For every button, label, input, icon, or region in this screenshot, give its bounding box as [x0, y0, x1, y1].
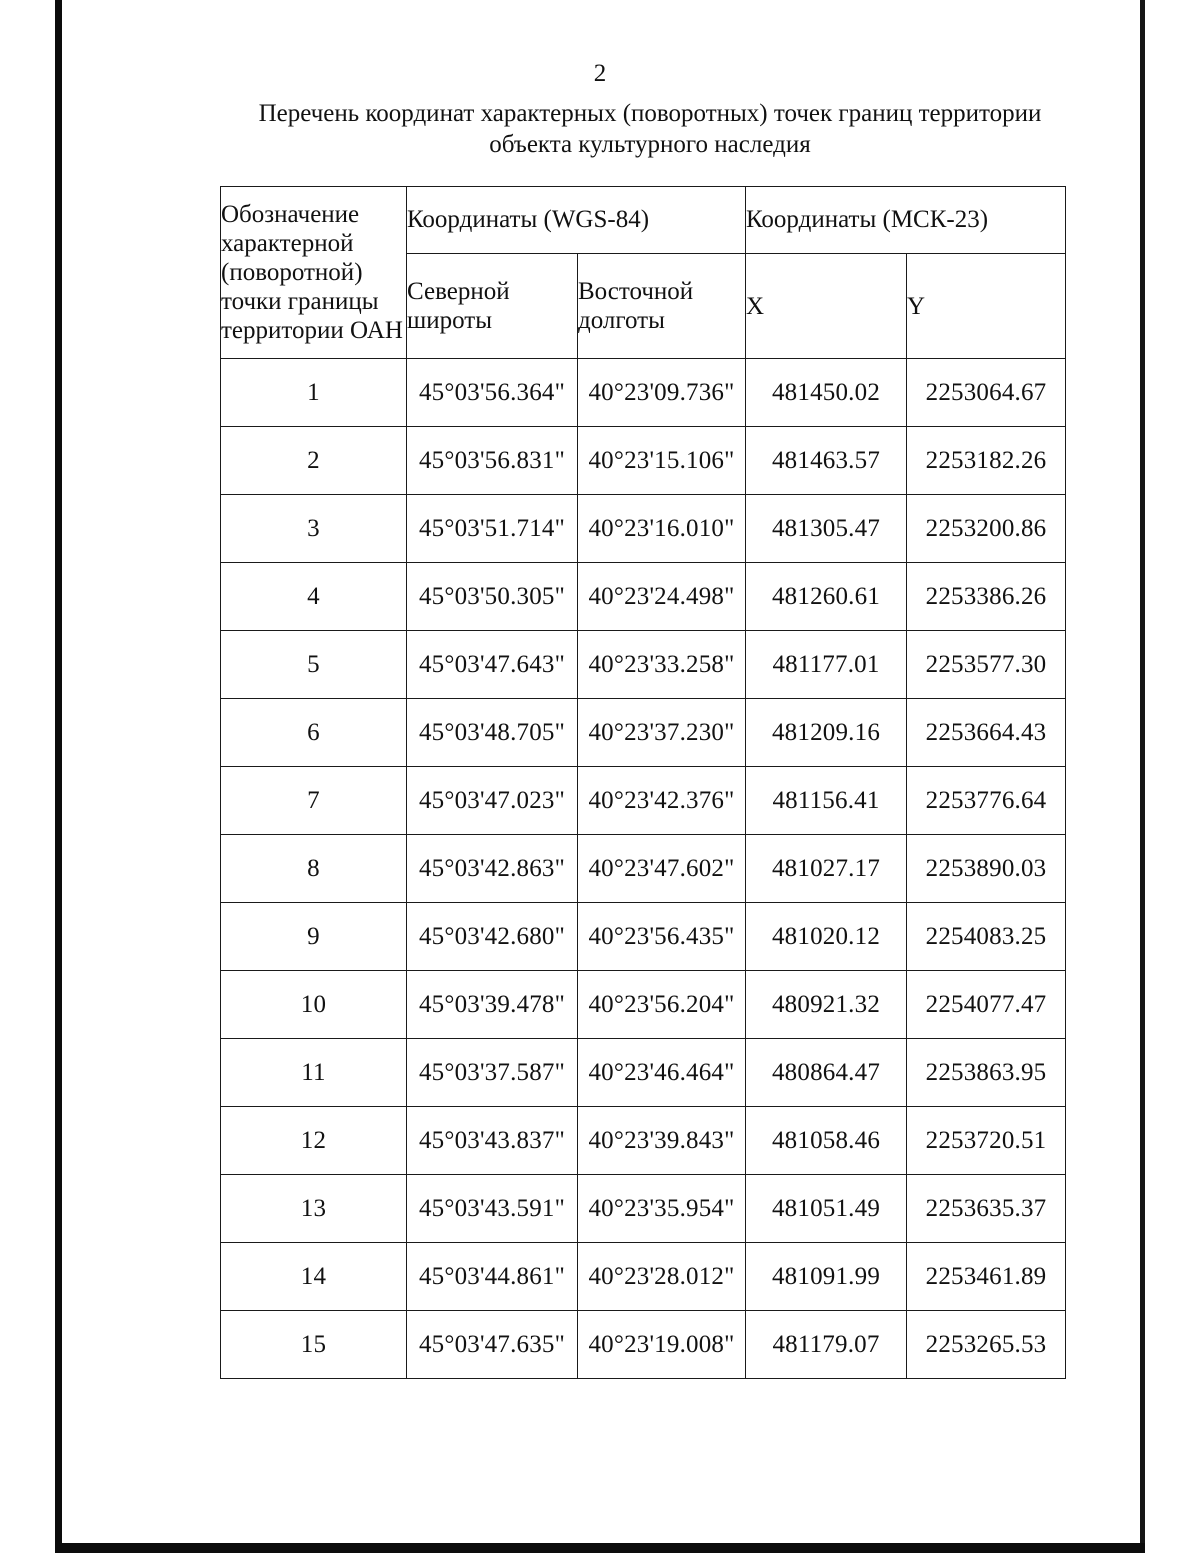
- x-coordinate-cell: 481027.17: [746, 835, 907, 903]
- longitude-cell: 40°23'16.010": [578, 495, 746, 563]
- x-coordinate-cell: 480921.32: [746, 971, 907, 1039]
- table-row: [221, 971, 1066, 1039]
- latitude-cell: 45°03'48.705": [407, 699, 578, 767]
- document-title-line-2: объекта культурного наследия: [489, 131, 811, 158]
- scan-edge-left: [55, 0, 62, 1553]
- x-header: X: [746, 254, 907, 359]
- table-row: [221, 631, 1066, 699]
- north-latitude-header: Северной широты: [407, 254, 578, 359]
- point-number-cell: 1: [221, 359, 407, 427]
- latitude-cell: 45°03'51.714": [407, 495, 578, 563]
- y-coordinate-cell: 2253386.26: [907, 563, 1066, 631]
- table-row: [221, 1039, 1066, 1107]
- latitude-cell: 45°03'50.305": [407, 563, 578, 631]
- wgs-group-header: Координаты (WGS-84): [407, 187, 746, 254]
- y-coordinate-cell: 2253863.95: [907, 1039, 1066, 1107]
- longitude-cell: 40°23'19.008": [578, 1311, 746, 1379]
- point-number-cell: 2: [221, 427, 407, 495]
- x-coordinate-cell: 481260.61: [746, 563, 907, 631]
- table-row: [221, 767, 1066, 835]
- latitude-cell: 45°03'44.861": [407, 1243, 578, 1311]
- y-coordinate-cell: 2253577.30: [907, 631, 1066, 699]
- y-coordinate-cell: 2253265.53: [907, 1311, 1066, 1379]
- x-coordinate-cell: 481179.07: [746, 1311, 907, 1379]
- page-number: 2: [593, 60, 607, 87]
- longitude-cell: 40°23'33.258": [578, 631, 746, 699]
- table-row: [221, 1311, 1066, 1379]
- y-header: Y: [907, 254, 1066, 359]
- x-coordinate-cell: 481177.01: [746, 631, 907, 699]
- scan-edge-right: [1140, 0, 1145, 1553]
- table-row: [221, 359, 1066, 427]
- latitude-cell: 45°03'47.023": [407, 767, 578, 835]
- point-label-header: Обозначение характерной (поворотной) точки границы территории ОАН: [221, 187, 407, 359]
- x-coordinate-cell: 480864.47: [746, 1039, 907, 1107]
- latitude-cell: 45°03'39.478": [407, 971, 578, 1039]
- table-row: [221, 1107, 1066, 1175]
- y-coordinate-cell: 2254077.47: [907, 971, 1066, 1039]
- latitude-cell: 45°03'47.643": [407, 631, 578, 699]
- point-number-cell: 4: [221, 563, 407, 631]
- point-number-cell: 9: [221, 903, 407, 971]
- latitude-cell: 45°03'43.591": [407, 1175, 578, 1243]
- point-number-cell: 6: [221, 699, 407, 767]
- latitude-cell: 45°03'42.680": [407, 903, 578, 971]
- longitude-cell: 40°23'35.954": [578, 1175, 746, 1243]
- x-coordinate-cell: 481058.46: [746, 1107, 907, 1175]
- longitude-cell: 40°23'42.376": [578, 767, 746, 835]
- table-row: [221, 835, 1066, 903]
- table-row: [221, 1243, 1066, 1311]
- x-coordinate-cell: 481463.57: [746, 427, 907, 495]
- table-body: [221, 359, 1066, 1379]
- longitude-cell: 40°23'39.843": [578, 1107, 746, 1175]
- table-row: [221, 903, 1066, 971]
- longitude-cell: 40°23'09.736": [578, 359, 746, 427]
- latitude-cell: 45°03'43.837": [407, 1107, 578, 1175]
- latitude-cell: 45°03'42.863": [407, 835, 578, 903]
- table-header-row: [221, 187, 1066, 254]
- point-number-cell: 12: [221, 1107, 407, 1175]
- x-coordinate-cell: 481209.16: [746, 699, 907, 767]
- msk-group-header: Координаты (МСК-23): [746, 187, 1066, 254]
- coordinates-table: [220, 186, 1066, 1379]
- point-number-cell: 8: [221, 835, 407, 903]
- longitude-cell: 40°23'56.435": [578, 903, 746, 971]
- longitude-cell: 40°23'37.230": [578, 699, 746, 767]
- y-coordinate-cell: 2253200.86: [907, 495, 1066, 563]
- y-coordinate-cell: 2253890.03: [907, 835, 1066, 903]
- scan-edge-bottom: [55, 1543, 1145, 1553]
- y-coordinate-cell: 2253064.67: [907, 359, 1066, 427]
- point-number-cell: 3: [221, 495, 407, 563]
- table-row: [221, 563, 1066, 631]
- x-coordinate-cell: 481091.99: [746, 1243, 907, 1311]
- latitude-cell: 45°03'47.635": [407, 1311, 578, 1379]
- point-number-cell: 13: [221, 1175, 407, 1243]
- table-row: [221, 427, 1066, 495]
- table-row: [221, 495, 1066, 563]
- x-coordinate-cell: 481305.47: [746, 495, 907, 563]
- x-coordinate-cell: 481156.41: [746, 767, 907, 835]
- table-row: [221, 699, 1066, 767]
- y-coordinate-cell: 2253182.26: [907, 427, 1066, 495]
- document-title: [200, 98, 1100, 160]
- point-number-cell: 10: [221, 971, 407, 1039]
- point-number-cell: 14: [221, 1243, 407, 1311]
- longitude-cell: 40°23'15.106": [578, 427, 746, 495]
- table-row: [221, 1175, 1066, 1243]
- longitude-cell: 40°23'28.012": [578, 1243, 746, 1311]
- point-number-cell: 15: [221, 1311, 407, 1379]
- y-coordinate-cell: 2253461.89: [907, 1243, 1066, 1311]
- point-number-cell: 11: [221, 1039, 407, 1107]
- x-coordinate-cell: 481450.02: [746, 359, 907, 427]
- y-coordinate-cell: 2253664.43: [907, 699, 1066, 767]
- y-coordinate-cell: 2253635.37: [907, 1175, 1066, 1243]
- document-title-line-1: Перечень координат характерных (поворотных) точек границ территории: [258, 100, 1042, 127]
- y-coordinate-cell: 2254083.25: [907, 903, 1066, 971]
- x-coordinate-cell: 481020.12: [746, 903, 907, 971]
- x-coordinate-cell: 481051.49: [746, 1175, 907, 1243]
- longitude-cell: 40°23'24.498": [578, 563, 746, 631]
- y-coordinate-cell: 2253720.51: [907, 1107, 1066, 1175]
- latitude-cell: 45°03'37.587": [407, 1039, 578, 1107]
- point-number-cell: 7: [221, 767, 407, 835]
- longitude-cell: 40°23'56.204": [578, 971, 746, 1039]
- longitude-cell: 40°23'46.464": [578, 1039, 746, 1107]
- latitude-cell: 45°03'56.831": [407, 427, 578, 495]
- longitude-cell: 40°23'47.602": [578, 835, 746, 903]
- east-longitude-header: Восточной долготы: [578, 254, 746, 359]
- latitude-cell: 45°03'56.364": [407, 359, 578, 427]
- point-number-cell: 5: [221, 631, 407, 699]
- y-coordinate-cell: 2253776.64: [907, 767, 1066, 835]
